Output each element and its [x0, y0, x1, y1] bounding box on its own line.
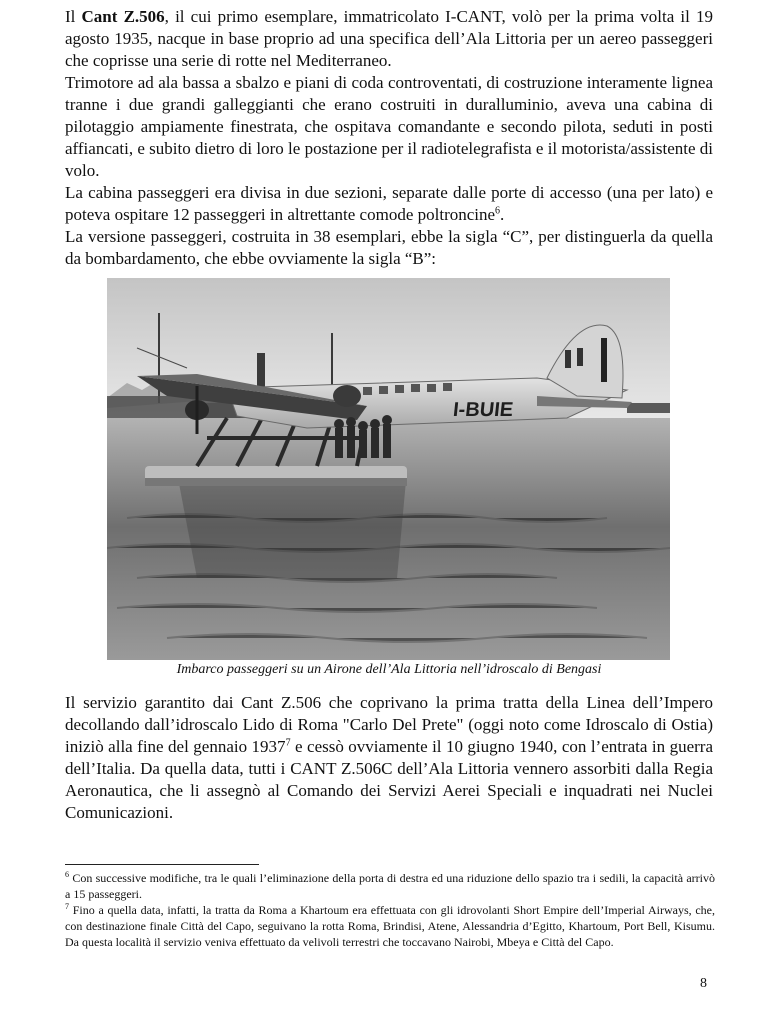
page-number: 8 — [700, 976, 707, 991]
intro-text — [65, 6, 713, 270]
p3-body: La cabina passeggeri era divisa in due sezioni, separate dalle porte di accesso (una per lato) e poteva ospitare 12 passeggeri in altrettante comode poltroncine — [65, 183, 713, 224]
service-end: e cessò ovviamente il 10 giugno 1940, con l’entrata in guerra dell’Italia. Da quella data, tutti i CANT Z.506C dell’Ala Littoria vennero assorbiti dalla Regia Aeronautica, che li assegnò al Comando dei Servizi Aerei Speciali e inquadrati nei Nuclei Comunicazioni. — [65, 737, 714, 822]
footnote-ref-7[interactable]: 7 — [285, 737, 291, 749]
service-text — [65, 692, 713, 824]
footnote-divider — [65, 864, 259, 865]
p1-lead: Il — [65, 7, 82, 26]
seaplane-photo — [107, 278, 670, 660]
aircraft-name: Cant Z.506 — [81, 7, 165, 26]
p1-body: , il cui primo esemplare, immatricolato I-CANT, volò per la prima volta il 19 agosto 1935, nacque in base proprio ad una specifica dell’Ala Littoria per un aereo passeggeri che coprisse una serie di rotte nel Mediterraneo. — [65, 7, 714, 70]
footnote-6 — [65, 870, 715, 902]
paragraph-origins — [65, 6, 713, 72]
paragraph-construction: Trimotore ad ala bassa a sbalzo e piani di coda controventati, di costruzione interamente lignea tranne i due grandi galleggianti che erano costruiti in duralluminio, aveva una cabina di pilotaggio ampiamente finestrata, che ospitava comandante e secondo pilota, seduti in posti affiancati, e subito dietro di loro le postazione per il radiotelegrafista e il motorista/assistente di volo. — [65, 73, 713, 180]
footnote-number: 7 — [65, 902, 69, 911]
paragraph-cabin — [65, 182, 713, 226]
footnotes — [65, 870, 715, 950]
paragraph-service — [65, 692, 713, 824]
footnote-ref-6[interactable]: 6 — [495, 205, 501, 217]
footnote-text: Fino a quella data, infatti, la tratta da Roma a Khartoum era effettuata con gli idrovolanti Short Empire dell’Imperial Airways, che, con destinazione finale Città del Capo, seguivano la rotta Roma, Brindisi, Atene, Alessandria d’Egitto, Khartoum, Port Bell, Kisumu. Da questa località il servizio veniva effettuato da velivoli terrestri che toccavano Nairobi, Mbeya e Città del Capo. — [65, 903, 715, 949]
footnote-7 — [65, 902, 715, 950]
photo-caption: Imbarco passeggeri su un Airone dell’Ala Littoria nell’idroscalo di Bengasi — [176, 662, 602, 677]
paragraph-version: La versione passeggeri, costruita in 38 esemplari, ebbe la sigla “C”, per distinguerla da quella da bombardamento, che ebbe ovviamente la sigla “B”: — [65, 227, 713, 268]
footnote-number: 6 — [65, 870, 69, 879]
p3-end: . — [500, 205, 505, 224]
aircraft-registration: I-BUIE — [451, 399, 515, 421]
footnote-text: Con successive modifiche, tra le quali l’eliminazione della porta di destra ed una riduzione dello spazio tra i sedili, la capacità arrivò a 15 passeggeri. — [65, 871, 715, 901]
service-body: Il servizio garantito dai Cant Z.506 che coprivano la prima tratta della Linea dell’Impero decollando dall’idroscalo Lido di Roma "Carlo Del Prete" (oggi noto come Idroscalo di Ostia) iniziò alla fine del gennaio 1937 — [65, 693, 713, 756]
